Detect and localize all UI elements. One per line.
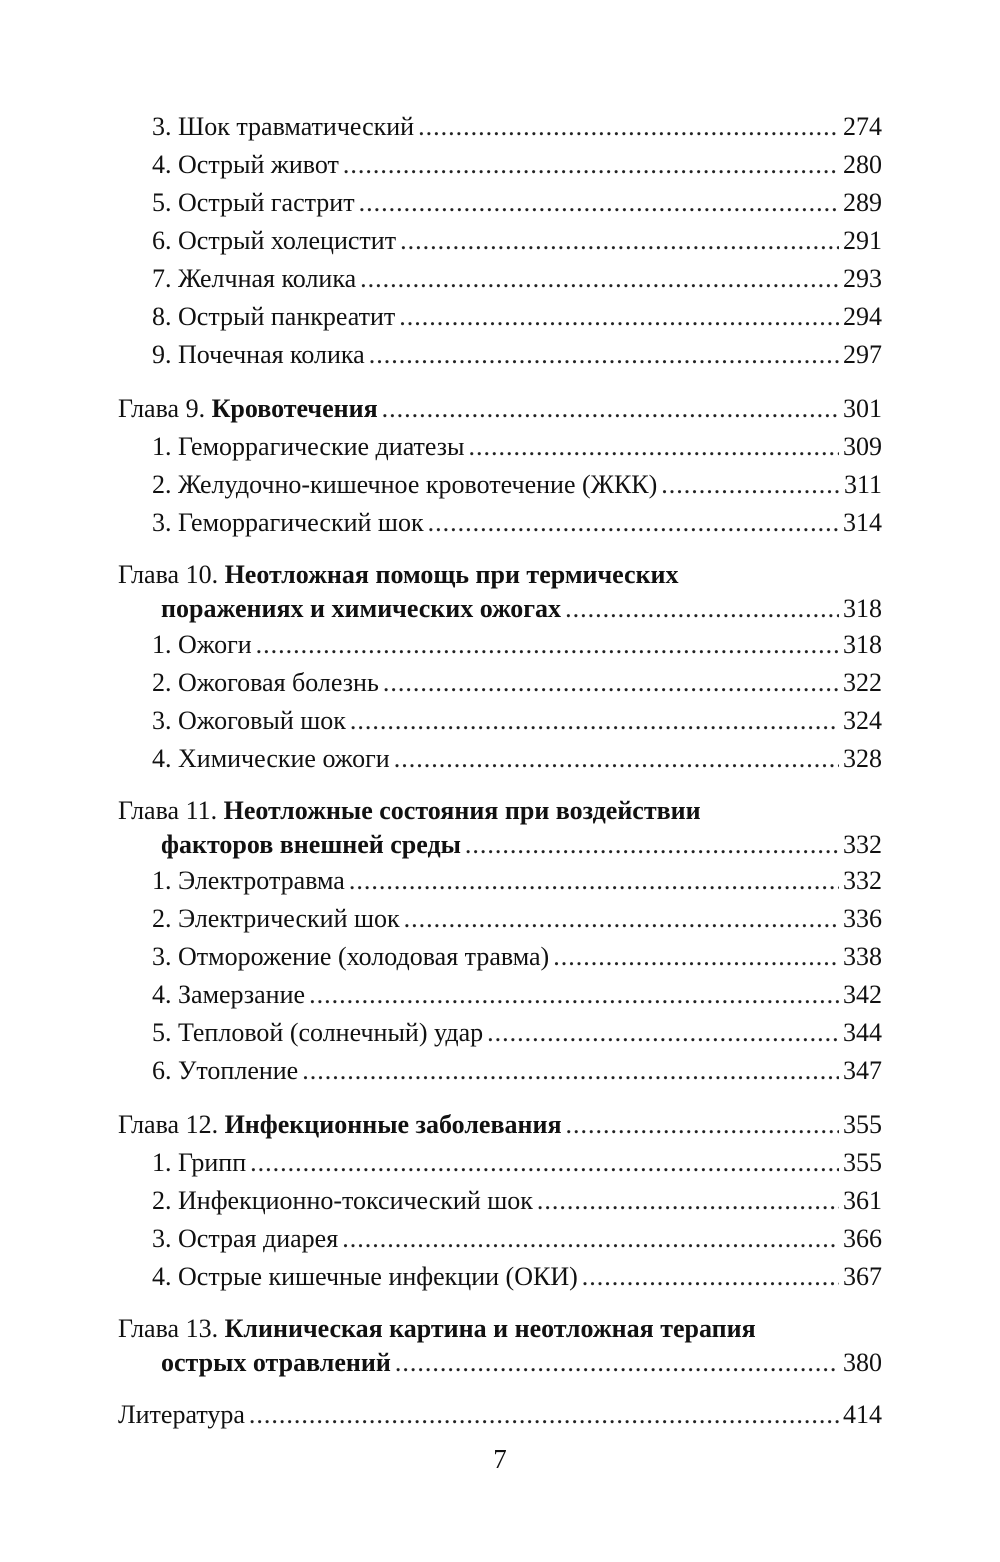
chapter-page: 318 <box>843 594 882 623</box>
leader-dots <box>360 260 839 298</box>
toc-entry-label: 5. Острый гастрит <box>152 188 355 217</box>
chapter-11-heading-cont[interactable] <box>118 828 882 862</box>
toc-entry[interactable] <box>118 862 882 900</box>
toc-entry-label: 1. Геморрагические диатезы <box>152 432 465 461</box>
toc-entry-label: 1. Ожоги <box>152 630 252 659</box>
toc-entry-page: 297 <box>843 340 882 369</box>
toc-entry[interactable] <box>118 1182 882 1220</box>
toc-entry-page: 289 <box>843 188 882 217</box>
chapter-label: Глава 9. Кровотечения <box>118 394 378 423</box>
toc-entry[interactable] <box>118 298 882 336</box>
leader-dots <box>350 702 839 740</box>
spacer <box>118 778 882 794</box>
chapter-12-heading[interactable] <box>118 1106 882 1144</box>
literature-page: 414 <box>843 1400 882 1429</box>
leader-dots <box>487 1014 839 1052</box>
toc-entry-page: 338 <box>843 942 882 971</box>
toc-entry-label: 3. Острая диарея <box>152 1224 339 1253</box>
spacer <box>118 1296 882 1312</box>
toc-entry-label: 8. Острый панкреатит <box>152 302 396 331</box>
page-number: 7 <box>493 1444 507 1474</box>
spacer <box>118 374 882 390</box>
toc-entry[interactable] <box>118 900 882 938</box>
toc-entry[interactable] <box>118 938 882 976</box>
chapter-13-heading-cont[interactable] <box>118 1346 882 1380</box>
toc-entry-page: 347 <box>843 1056 882 1085</box>
toc-entry-label: 2. Электрический шок <box>152 904 400 933</box>
toc-entry-page: 293 <box>843 264 882 293</box>
chapter-10-heading-cont[interactable] <box>118 592 882 626</box>
toc-entry[interactable] <box>118 1258 882 1296</box>
toc-entry[interactable] <box>118 504 882 542</box>
leader-dots <box>399 298 839 336</box>
leader-dots <box>256 626 839 664</box>
leader-dots <box>359 184 839 222</box>
chapter-title: Неотложная помощь при термических <box>224 560 679 589</box>
leader-dots <box>309 976 839 1014</box>
chapter-10-heading[interactable] <box>118 558 882 592</box>
toc-entry[interactable] <box>118 976 882 1014</box>
toc-entry-page: 318 <box>843 630 882 659</box>
toc-entry-page: 367 <box>843 1262 882 1291</box>
chapter-title: Клиническая картина и неотложная терапия <box>224 1314 756 1343</box>
leader-dots <box>395 1346 839 1380</box>
toc-entry-label: 2. Ожоговая болезнь <box>152 668 379 697</box>
toc-entry[interactable] <box>118 146 882 184</box>
table-of-contents <box>118 108 882 1434</box>
toc-entry-label: 2. Инфекционно-токсический шок <box>152 1186 533 1215</box>
toc-entry-label: 3. Геморрагический шок <box>152 508 424 537</box>
toc-entry-label: 1. Электротравма <box>152 866 345 895</box>
chapter-title: факторов внешней среды <box>161 830 461 859</box>
toc-entry-page: 342 <box>843 980 882 1009</box>
leader-dots <box>404 900 839 938</box>
toc-entry[interactable] <box>118 184 882 222</box>
chapter-title: Кровотечения <box>211 394 378 423</box>
leader-dots <box>343 146 839 184</box>
toc-entry[interactable] <box>118 1014 882 1052</box>
toc-entry[interactable] <box>118 1144 882 1182</box>
leader-dots <box>469 428 839 466</box>
chapter-page: 380 <box>843 1348 882 1377</box>
toc-entry-label: 4. Химические ожоги <box>152 744 390 773</box>
leader-dots <box>383 664 839 702</box>
toc-entry-page: 314 <box>843 508 882 537</box>
chapter-page: 301 <box>843 394 882 423</box>
chapter-title: Неотложные состояния при воздействии <box>223 796 701 825</box>
toc-entry-label: 4. Замерзание <box>152 980 306 1009</box>
toc-entry-page: 332 <box>843 866 882 895</box>
chapter-label: Глава 13. <box>118 1314 219 1343</box>
toc-entry-page: 291 <box>843 226 882 255</box>
toc-entry-page: 328 <box>843 744 882 773</box>
chapter-title: поражениях и химических ожогах <box>161 594 562 623</box>
toc-entry[interactable] <box>118 466 882 504</box>
toc-entry-page: 311 <box>843 470 882 499</box>
leader-dots <box>566 1106 839 1144</box>
spacer <box>118 542 882 558</box>
literature-label: Литература <box>118 1400 245 1429</box>
spacer <box>118 1380 882 1396</box>
toc-entry-page: 361 <box>843 1186 882 1215</box>
chapter-label: Глава 12. Инфекционные заболевания <box>118 1110 562 1139</box>
spacer <box>118 1090 882 1106</box>
chapter-title: острых отравлений <box>161 1348 391 1377</box>
toc-entry-label: 9. Почечная колика <box>152 340 365 369</box>
toc-entry-label: 4. Острые кишечные инфекции (ОКИ) <box>152 1262 578 1291</box>
leader-dots <box>394 740 839 778</box>
leader-dots <box>428 504 839 542</box>
leader-dots <box>465 828 839 862</box>
leader-dots <box>582 1258 839 1296</box>
toc-entry-page: 336 <box>843 904 882 933</box>
leader-dots <box>382 390 839 428</box>
toc-entry-label: 1. Грипп <box>152 1148 247 1177</box>
toc-entry[interactable] <box>118 1220 882 1258</box>
toc-entry-page: 324 <box>843 706 882 735</box>
toc-entry-label: 3. Ожоговый шок <box>152 706 346 735</box>
toc-entry-page: 355 <box>843 1148 882 1177</box>
toc-entry-label: 7. Желчная колика <box>152 264 357 293</box>
toc-entry[interactable] <box>118 626 882 664</box>
toc-entry[interactable] <box>118 740 882 778</box>
leader-dots <box>249 1396 839 1434</box>
leader-dots <box>553 938 839 976</box>
literature-entry[interactable] <box>118 1396 882 1434</box>
chapter-title: Инфекционные заболевания <box>224 1110 562 1139</box>
chapter-13-heading[interactable] <box>118 1312 882 1346</box>
toc-entry[interactable] <box>118 664 882 702</box>
toc-entry[interactable] <box>118 428 882 466</box>
toc-entry[interactable] <box>118 222 882 260</box>
chapter-page: 355 <box>843 1110 882 1139</box>
toc-entry-label: 3. Отморожение (холодовая травма) <box>152 942 550 971</box>
toc-entry-label: 6. Утопление <box>152 1056 299 1085</box>
toc-entry-page: 344 <box>843 1018 882 1047</box>
toc-entry-page: 274 <box>843 112 882 141</box>
chapter-label: Глава 10. <box>118 560 219 589</box>
leader-dots <box>418 108 839 146</box>
leader-dots <box>537 1182 839 1220</box>
toc-entry-page: 294 <box>843 302 882 331</box>
leader-dots <box>349 862 839 900</box>
toc-entry[interactable] <box>118 336 882 374</box>
toc-entry-label: 6. Острый холецистит <box>152 226 397 255</box>
leader-dots <box>400 222 839 260</box>
toc-entry[interactable] <box>118 108 882 146</box>
toc-entry-label: 3. Шок травматический <box>152 112 415 141</box>
toc-entry-page: 309 <box>843 432 882 461</box>
toc-entry-page: 366 <box>843 1224 882 1253</box>
leader-dots <box>661 466 840 504</box>
chapter-label: Глава 11. <box>118 796 218 825</box>
toc-entry[interactable] <box>118 702 882 740</box>
leader-dots <box>369 336 839 374</box>
chapter-11-heading[interactable] <box>118 794 882 828</box>
leader-dots <box>250 1144 839 1182</box>
toc-entry-label: 2. Желудочно-кишечное кровотечение (ЖКК) <box>152 470 658 499</box>
toc-entry-page: 280 <box>843 150 882 179</box>
toc-entry-label: 4. Острый живот <box>152 150 339 179</box>
toc-entry-page: 322 <box>843 668 882 697</box>
toc-entry[interactable] <box>118 260 882 298</box>
chapter-page: 332 <box>843 830 882 859</box>
toc-entry[interactable] <box>118 1052 882 1090</box>
chapter-9-heading[interactable] <box>118 390 882 428</box>
leader-dots <box>342 1220 839 1258</box>
leader-dots <box>302 1052 839 1090</box>
leader-dots <box>565 592 839 626</box>
toc-entry-label: 5. Тепловой (солнечный) удар <box>152 1018 484 1047</box>
